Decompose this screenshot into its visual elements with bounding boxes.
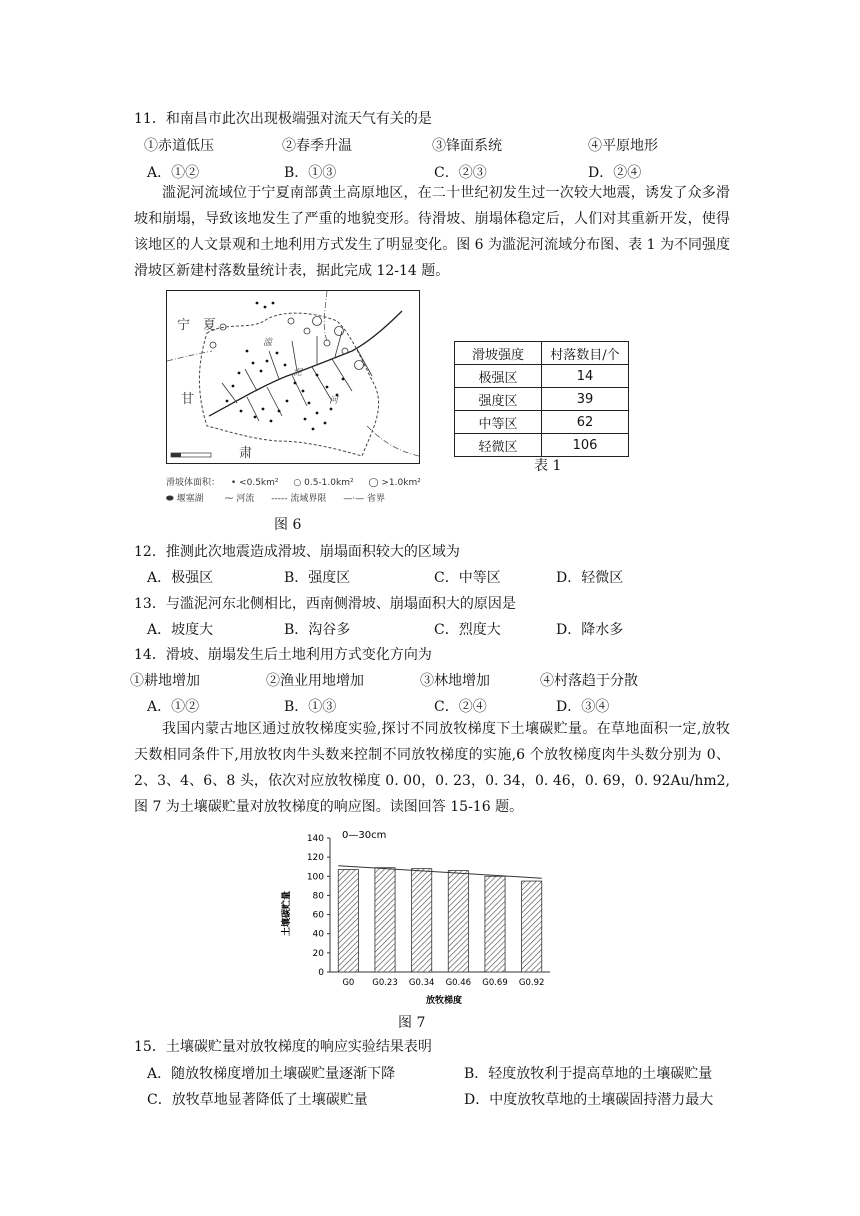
map-label-ni: 泥 [293,368,303,378]
y-tick-label: 20 [312,948,324,959]
q13-stem: 13．与滥泥河东北侧相比，西南侧滑坡、崩塌面积大的原因是 [134,596,516,612]
q14-item-1: ①耕地增加 [130,673,200,689]
q11-item-3: ③锋面系统 [432,138,502,154]
figure6-caption: 图 6 [274,517,302,533]
y-tick-label: 60 [312,910,324,921]
q15-option-d: D．中度放牧草地的土壤碳固持潜力最大 [464,1092,714,1108]
chart-bars [338,866,542,972]
bar [338,870,358,972]
legend-dammed-lake: 堰塞湖 [176,494,204,504]
q14-item-4: ④村落趋于分散 [540,673,638,689]
q11-option-c: C．②③ [434,165,487,181]
q15-option-c: C．放牧草地显著降低了土壤碳贮量 [147,1092,368,1108]
table-cell-value: 14 [542,365,629,388]
figure7-caption: 图 7 [398,1015,426,1031]
table-cell-value: 39 [542,388,629,411]
map-label-gan: 甘 [181,392,195,407]
table-header-row [455,342,629,365]
legend-landslide-label: 滑坡体面积： [166,478,221,488]
bar [448,871,468,972]
legend-basin-boundary: 流域界限 [290,494,327,504]
q13-option-b: B．沟谷多 [284,622,351,638]
x-tick-label: G0.23 [372,978,398,988]
q11-option-b: B．①③ [284,165,337,181]
q11-option-a: A．①② [147,165,200,181]
bar [375,868,395,972]
map-label-he: 河 [329,396,339,406]
q14-option-b: B．①③ [284,699,337,715]
x-tick-label: G0.92 [518,978,545,988]
map-label-lan: 滥 [263,338,273,348]
passage-landslide: 滥泥河流域位于宁夏南部黄土高原地区，在二十世纪初发生过一次较大地震，诱发了众多滑坡和崩塌，导致该地发生了严重的地貌变形。待滑坡、崩塌体稳定后，人们对其重新开发，使得该地区的人文景观和土地利用方式发生了明显变化。图 6 为滥泥河流域分布图、表 1 为不同强度滑坡区新建村落数量统计表，据此完成 12-14 题。 [134,185,730,279]
q13-option-d: D．降水多 [556,622,624,638]
q14-option-c: C．②④ [434,699,487,715]
legend-small: • <0.5km² [230,478,279,488]
table-row [455,411,629,434]
q14-item-3: ③林地增加 [420,673,490,689]
q14-item-2: ②渔业用地增加 [266,673,364,689]
q14-stem: 14．滑坡、崩塌发生后土地利用方式变化方向为 [134,647,432,663]
map-drawing [167,291,419,463]
q12-option-b: B．强度区 [284,570,351,586]
q14-option-d: D．③④ [556,699,610,715]
table-cell-name: 中等区 [455,411,542,434]
legend-river: 河流 [236,494,255,504]
chart-title: 0—30cm [342,830,387,841]
y-tick-label: 0 [318,968,324,978]
y-tick-label: 100 [306,872,324,883]
legend-row-landslide [166,475,456,491]
q15-stem: 15．土壤碳贮量对放牧梯度的响应实验结果表明 [134,1039,432,1055]
dammed-lake-icon: ⬬ [166,494,174,504]
map-label-su: 肃 [239,446,253,461]
basin-boundary-icon: ----- [271,494,288,504]
q11-item-2: ②春季升温 [282,138,352,154]
trend-line [338,866,542,878]
map-legend [166,475,456,507]
q11-stem: 11．和南昌市此次出现极端强对流天气有关的是 [134,111,432,127]
bar [412,869,432,972]
table-cell-name: 强度区 [455,388,542,411]
legend-province-border: 省界 [366,494,385,504]
bar [522,881,542,972]
q13-option-c: C．烈度大 [434,622,501,638]
q15-option-a: A．随放牧梯度增加土壤碳贮量逐渐下降 [147,1066,396,1082]
q12-option-a: A．极强区 [147,570,214,586]
q12-option-c: C．中等区 [434,570,501,586]
y-tick-label: 40 [312,929,324,940]
table-cell-name: 轻微区 [455,434,542,457]
table1-village-count [454,341,629,457]
x-tick-label: G0 [342,978,355,988]
y-tick-label: 80 [312,891,324,902]
table-row [455,434,629,457]
x-tick-label: G0.46 [445,978,472,988]
table1-caption: 表 1 [534,458,562,474]
q12-option-d: D．轻微区 [556,570,624,586]
q13-option-a: A．坡度大 [147,622,214,638]
landslide-map [166,290,420,464]
passage-grazing: 我国内蒙古地区通过放牧梯度实验,探讨不同放牧梯度下土壤碳贮量。在草地面积一定,放牧天数相同条件下,用放牧肉牛头数来控制不同放牧梯度的实施,6 个放牧梯度肉牛头数分别为 0、2、3、4、6、8 头，依次对应放牧梯度 0. 00，0. 23，0. 34，0. 46，0. 69，0. 92Au/hm2,图 7 为土壤碳贮量对放牧梯度的响应图。读图回答 15-16 题。 [134,721,730,815]
chart-axes [327,838,550,972]
q11-item-4: ④平原地形 [588,138,658,154]
q15-option-b: B．轻度放牧利于提高草地的土壤碳贮量 [464,1066,713,1082]
soil-carbon-chart [280,826,570,1016]
q11-item-1: ①赤道低压 [144,138,214,154]
province-border-icon: —·— [343,494,365,504]
q12-stem: 12．推测此次地震造成滑坡、崩塌面积较大的区域为 [134,544,460,560]
river-icon: ⁓ [224,494,234,504]
x-tick-label: G0.69 [482,978,508,988]
table-cell-name: 极强区 [455,365,542,388]
table-header-count: 村落数目/个 [542,342,629,365]
chart-ylabel: 土壤碳贮量 [282,890,292,936]
q11-option-d: D．②④ [588,165,642,181]
table-cell-value: 62 [542,411,629,434]
y-tick-label: 140 [306,834,324,844]
chart-xlabel: 放牧梯度 [426,996,463,1006]
table-header-intensity: 滑坡强度 [455,342,542,365]
q14-option-a: A．①② [147,699,200,715]
x-tick-label: G0.34 [408,978,435,988]
table-cell-value: 106 [542,434,629,457]
map-label-ning: 宁 [177,318,191,333]
table-row [455,365,629,388]
legend-medium: ○ 0.5-1.0km² [293,478,354,488]
y-tick-label: 120 [306,853,324,864]
table-row [455,388,629,411]
legend-large: ◯ >1.0km² [368,478,421,488]
legend-row-features [166,491,456,507]
bar [485,876,505,972]
map-label-xia: 夏 [203,318,217,333]
